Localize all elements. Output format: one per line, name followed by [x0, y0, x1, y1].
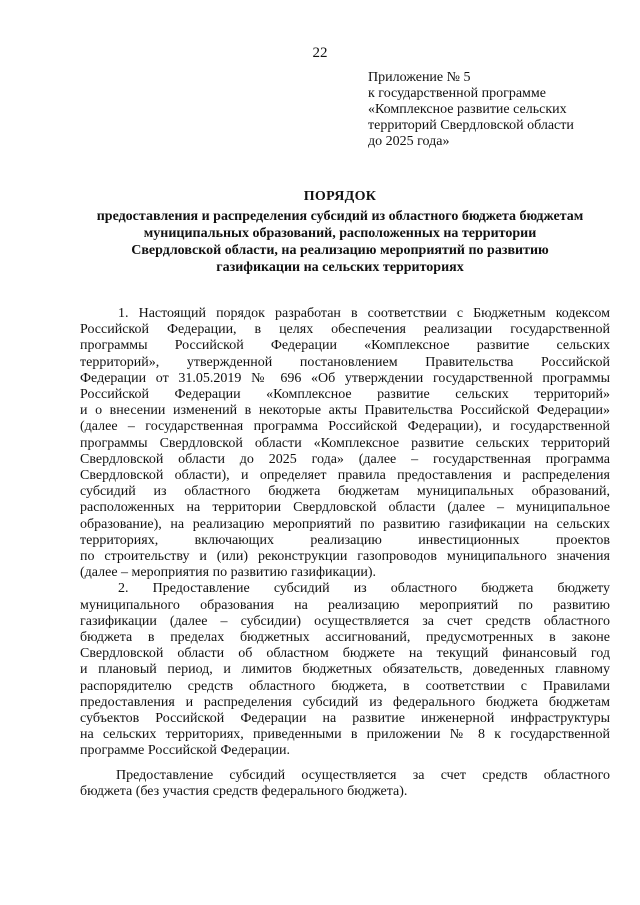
- appendix-line: к государственной программе: [368, 86, 546, 101]
- document-subtitle-line: предоставления и распределения субсидий из областного бюджета бюджетам: [96, 209, 584, 224]
- text-line: Федерации от 31.05.2019 № 696 «Об утверждении государственной программы: [80, 370, 610, 386]
- text-line: территориях, включающих реализацию инвестиционных проектов: [80, 532, 610, 548]
- text-line: субсидий из областного бюджета бюджетам муниципальных образований,: [80, 484, 610, 500]
- document-heading: [60, 188, 620, 276]
- text-line: распорядителю средств областного бюджета, в соответствии с Правилами: [80, 678, 610, 694]
- text-line: программы Российской Федерации «Комплексное развитие сельских: [80, 338, 610, 354]
- text-line: по строительству и (или) реконструкции газопроводов муниципального значения: [80, 549, 610, 565]
- text-line: Свердловской области до 2025 года» (далее – государственная программа: [80, 451, 610, 467]
- text-line: предоставления и распределения субсидий из федерального бюджета бюджетам: [80, 694, 610, 710]
- text-line: бюджета (без участия средств федерального бюджета).: [80, 783, 408, 799]
- text-line: и плановый период, и лимитов бюджетных обязательств, доведенных главному: [80, 662, 610, 678]
- paragraph-2: [80, 581, 610, 759]
- text-line: (далее – мероприятия по развитию газификации).: [80, 565, 376, 581]
- text-line: 2. Предоставление субсидий из областного бюджета бюджету: [118, 581, 610, 597]
- text-line: программы Свердловской области «Комплексное развитие сельских территорий: [80, 435, 610, 451]
- appendix-line: до 2025 года»: [368, 134, 450, 149]
- paragraph-1: [80, 306, 610, 581]
- text-line: муниципального образования на реализацию мероприятий по развитию: [80, 597, 610, 613]
- appendix-line: «Комплексное развитие сельских: [368, 102, 567, 117]
- text-line: 1. Настоящий порядок разработан в соответствии с Бюджетным кодексом: [118, 306, 610, 321]
- text-line: на сельских территориях, приведенными в приложении № 8 к государственной: [80, 727, 610, 743]
- text-line: Свердловской области об областном бюджете на текущий финансовый год: [80, 646, 610, 662]
- text-line: Российской Федерации, в целях обеспечения реализации государственной: [80, 322, 610, 338]
- document-subtitle-line: муниципальных образований, расположенных на территории: [143, 226, 537, 241]
- text-line: территорий», утвержденной постановлением Правительства Российской: [80, 354, 610, 370]
- text-line: программе Российской Федерации.: [80, 743, 290, 759]
- document-subtitle-line: Свердловской области, на реализацию мероприятий по развитию: [131, 243, 549, 258]
- text-line: расположенных на территории Свердловской области (далее – муниципальное: [80, 500, 610, 516]
- text-line: (далее – государственная программа Российской Федерации), и государственной: [80, 419, 610, 435]
- appendix-note: [368, 70, 630, 150]
- text-line: бюджета в пределах бюджетных ассигнований, предусмотренных в законе: [80, 630, 610, 646]
- appendix-line: Приложение № 5: [368, 70, 471, 85]
- text-line: субъектов Российской Федерации на развитие инженерной инфраструктуры: [80, 711, 610, 727]
- text-line: и о внесении изменений в некоторые акты Правительства Российской Федерации»: [80, 403, 610, 419]
- text-line: Предоставление субсидий осуществляется за счет средств областного: [116, 767, 610, 783]
- appendix-line: территорий Свердловской области: [368, 118, 574, 133]
- page-number: 22: [312, 45, 328, 61]
- text-line: газификации (далее – субсидии) осуществляется за счет средств областного: [80, 613, 610, 629]
- document-body: [80, 306, 610, 800]
- paragraph-spacer: [80, 760, 610, 768]
- document-subtitle-line: газификации на сельских территориях: [216, 260, 464, 275]
- text-line: Свердловской области), и определяет правила предоставления и распределения: [80, 468, 610, 484]
- paragraph-3: [80, 768, 610, 800]
- text-line: Российской Федерации «Комплексное развитие сельских территорий»: [80, 387, 610, 403]
- document-title: ПОРЯДОК: [303, 189, 377, 204]
- text-line: образование), на реализацию мероприятий по развитию газификации на сельских: [80, 516, 610, 532]
